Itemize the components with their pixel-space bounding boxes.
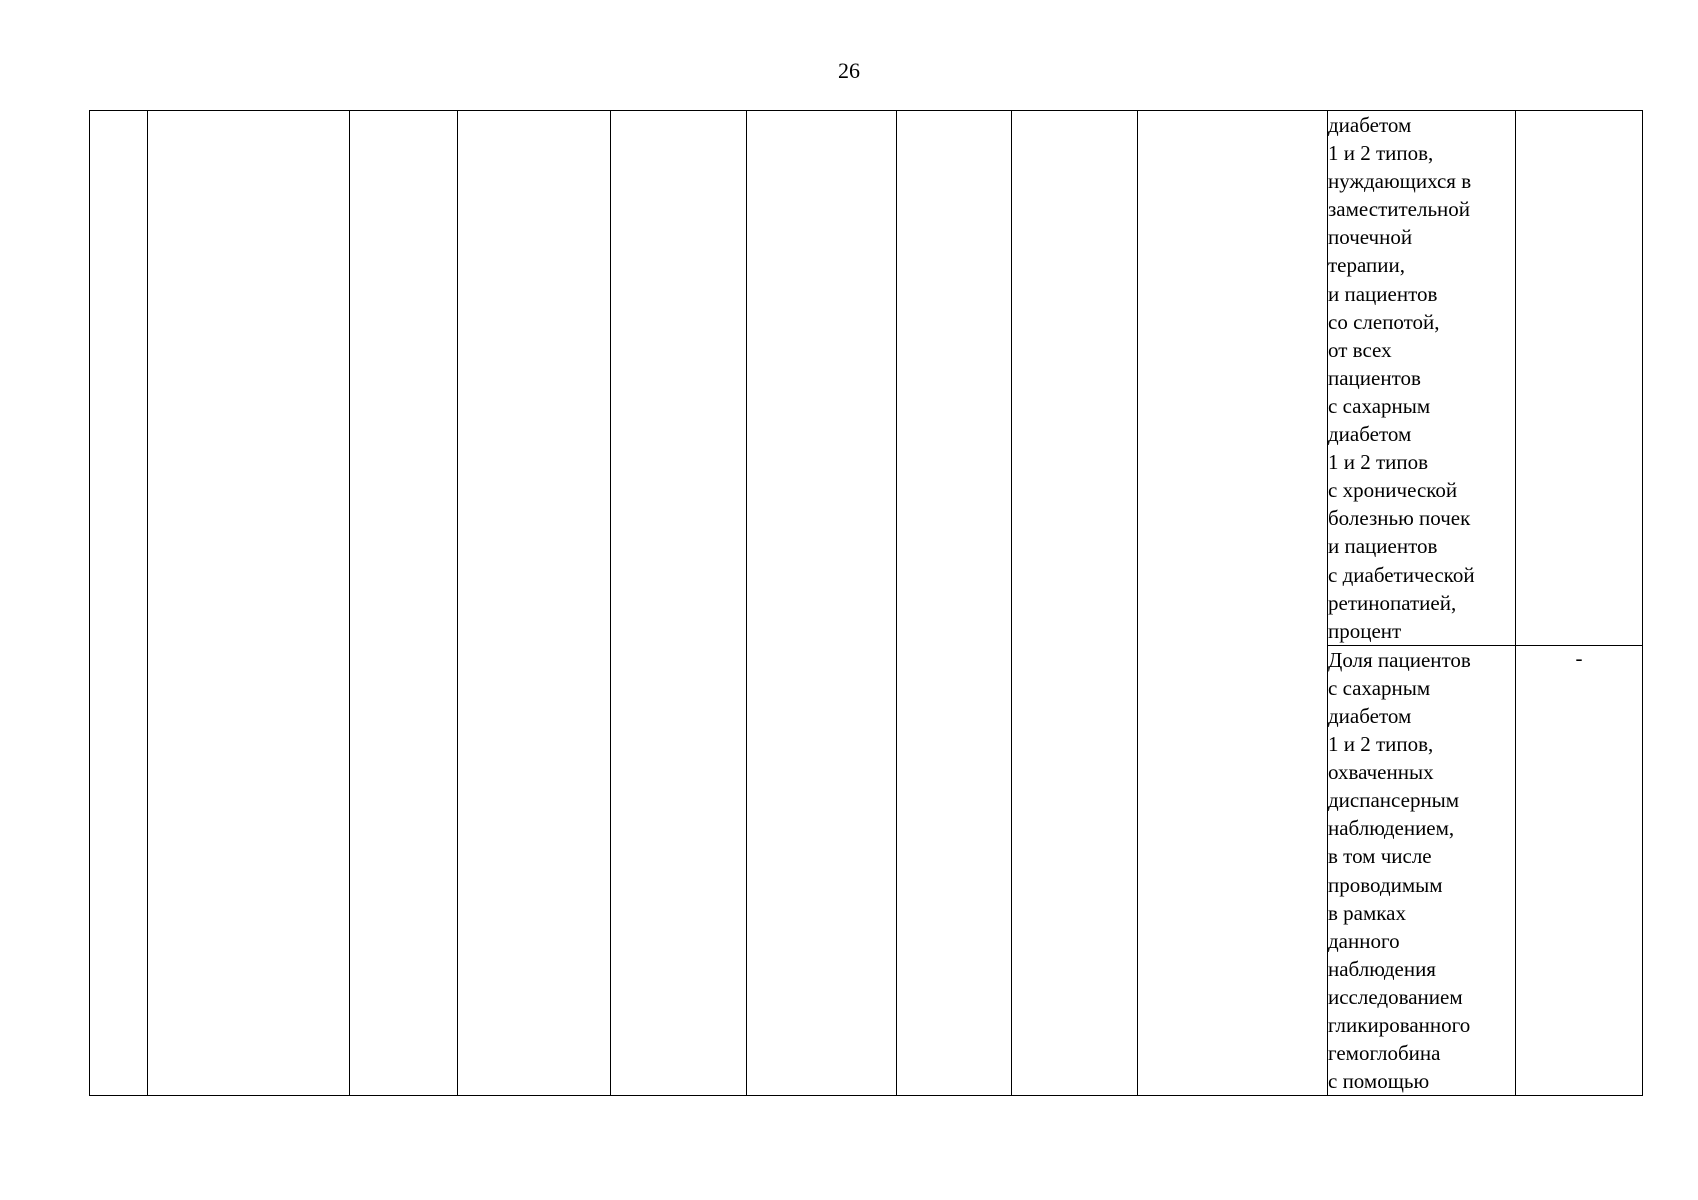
indicator-text-cell: Доля пациентов с сахарным диабетом 1 и 2 типов, охваченных диспансерным наблюдением, в том числе проводимым в рамках данного наблюдения исследованием гликированного гемоглобина с помощью: [1328, 645, 1516, 1096]
table-cell-col2: [148, 111, 350, 1096]
indicator-value-cell: [1516, 111, 1643, 646]
table-row: [90, 111, 1643, 646]
page-number: 26: [838, 58, 860, 83]
indicator-value-cell: -: [1516, 645, 1643, 1096]
table-cell-col4: [458, 111, 611, 1096]
table-cell-col3: [350, 111, 458, 1096]
table-cell-col7: [897, 111, 1012, 1096]
table-cell-col5: [611, 111, 747, 1096]
table-cell-col8: [1012, 111, 1138, 1096]
indicator-text-cell: диабетом 1 и 2 типов, нуждающихся в заместительной почечной терапии, и пациентов со слепотой, от всех пациентов с сахарным диабетом 1 и 2 типов с хронической болезнью почек и пациентов с диабетической ретинопатией, процент: [1328, 111, 1516, 646]
table-cell-col6: [747, 111, 897, 1096]
indicator-table: [89, 110, 1643, 1096]
table-cell-col9: [1138, 111, 1328, 1096]
table-cell-col1: [90, 111, 148, 1096]
